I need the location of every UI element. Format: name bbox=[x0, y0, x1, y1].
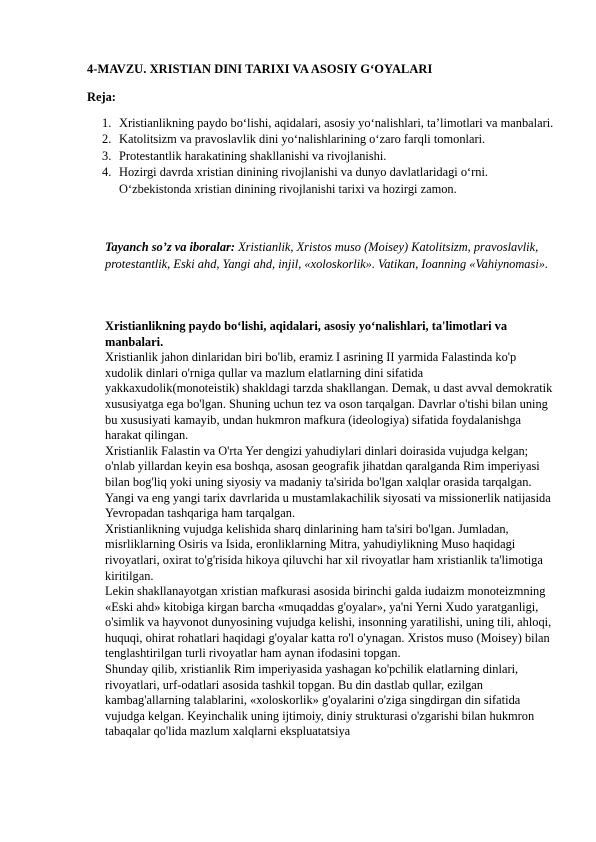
paragraph: Shunday qilib, xristianlik Rim imperiyasida yashagan ko'pchilik elatlarning dinlari, rivoyatlari, urf-odatlari asosida tashkil topgan. Bu din dastlab qullar, ezilgan kambag'allarning talablarini, «xoloskorlik» g'oyalarini o'ziga singdirgan din sifatida vujudga kelgan. Keyinchalik uning ijtimoiy, diniy strukturasi o'zgarishi bilan hukmron tabaqalar qo'lida mazlum xalqlarni ekspluatatsiya bbox=[105, 662, 535, 739]
paragraph: Xristianlik Falastin va O'rta Yer dengizi yahudiylari dinlari doirasida vujudga kelgan; o'nlab yillardan keyin esa boshqa, asosan geografik jihatdan qaralganda Rim imperiyasi bilan bog'liq yoki uning siyosiy va madaniy ta'sirida bo'lgan xalqlar orasida tarqalgan. Yangi va eng yangi tarix davrlarida u mustamlakachilik siyosati va missionerlik natijasida Yevropadan tashqariga ham tarqalgan. bbox=[105, 443, 551, 521]
keywords-label: Tayanch so’z va iboralar: bbox=[105, 240, 235, 254]
section-heading: Xristianlikning paydo bo‘lishi, aqidalari, asosiy yo‘nalishlari, ta'limotlari va manbalari. bbox=[105, 319, 508, 349]
list-item-text: Protestantlik harakatining shakllanishi va rivojlanishi. bbox=[119, 148, 387, 163]
list-item bbox=[87, 148, 557, 164]
list-item-text: Hozirgi davrda xristian dinining rivojlanishi va dunyo davlatlaridagi o‘rni. O‘zbekistonda xristian dinining rivojlanishi tarixi va hozirgi zamon. bbox=[119, 165, 489, 196]
plan-list bbox=[87, 115, 557, 197]
list-item bbox=[87, 131, 557, 147]
list-item-number: 3. bbox=[102, 148, 112, 163]
keywords-block bbox=[105, 239, 555, 273]
paragraph: Lekin shakllanayotgan xristian mafkurasi asosida birinchi galda iudaizm monoteizmning «Eski ahd» kitobiga kirgan barcha «muqaddas g'oyalar», ya'ni Yerni Xudo yaratganligi, o'simlik va hayvonot dunyosining vujudga kelishi, insonning yaratilishi, uning tili, ahloqi, huquqi, ohirat rohatlari haqidagi g'oyalar katta ro'l o'ynagan. Xristos muso (Moisey) bilan tenglashtirilgan turli rivoyatlar ham aynan ifodasini topgan. bbox=[105, 584, 552, 661]
list-item-number: 4. bbox=[102, 165, 112, 180]
paragraph: Xristianlikning vujudga kelishida sharq dinlarining ham ta'siri bo'lgan. Jumladan, misrliklarning Osiris va Isida, eronliklarning Mitra, yahudiylikning Muso haqidagi rivoyatlari, oxirat to'g'risida hikoya qiluvchi har xil rivoyatlar ham xristianlik ta'limotiga kiritilgan. bbox=[105, 521, 543, 583]
list-item bbox=[87, 115, 557, 131]
list-item-number: 1. bbox=[102, 116, 112, 130]
section-body bbox=[105, 319, 557, 740]
list-item-number: 2. bbox=[102, 132, 112, 147]
list-item-text: Xristianlikning paydo bo‘lishi, aqidalari, asosiy yo‘nalishlari, ta’limotlari va manbalari. bbox=[119, 116, 554, 130]
paragraph: Xristianlik jahon dinlaridan biri bo'lib, eramiz I asrining II yarmida Falastinda ko'p xudolik dinlari o'rniga qullar va mazlum elatlarning dini sifatida yakkaxudolik(monoteistik) shakldagi tarzda shakllangan. Demak, u dast avval demokratik xususiyatga ega bo'lgan. Shuning uchun tez va oson tarqalgan. Davrlar o'tishi bilan uning bu xususiyati kamayib, undan hukmron mafkura (ideologiya) sifatida foydalanishga harakat qilingan. bbox=[105, 350, 553, 443]
list-item bbox=[87, 164, 557, 197]
list-item-text: Katolitsizm va pravoslavlik dini yo‘nalishlarining o‘zaro farqli tomonlari. bbox=[119, 132, 486, 147]
keywords-text: Xristianlik, Xristos muso (Moisey) Katolitsizm, pravoslavlik, protestantlik, Eski ahd, Yangi ahd, injil, «xoloskorlik». Vatikan, Ioanning «Vahiynomasi». bbox=[105, 240, 549, 271]
plan-label: Reja: bbox=[87, 90, 116, 104]
document-title: 4-MAVZU. XRISTIAN DINI TARIXI VA ASOSIY G‘OYALARI bbox=[87, 62, 433, 76]
